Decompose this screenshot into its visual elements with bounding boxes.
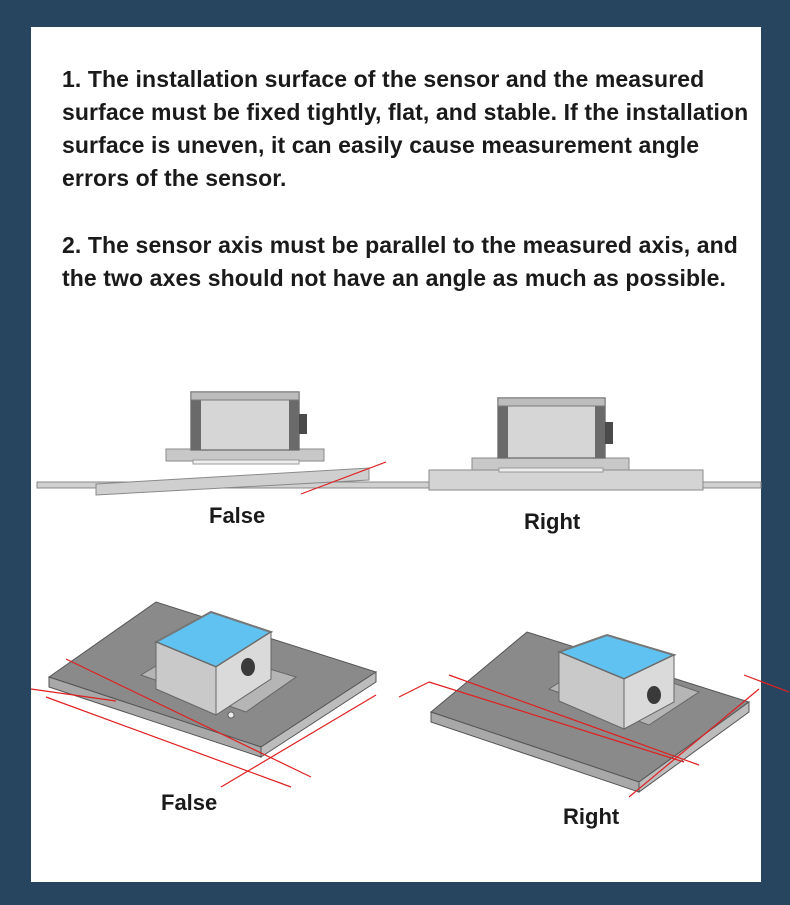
iso-view-right-figure (399, 597, 759, 797)
side-right-caption: Right (524, 509, 581, 534)
side-view-figure (31, 382, 761, 562)
instruction-point-1: 1. The installation surface of the sensor and the measured surface must be fixed tightly, flat, and stable. If the installation surface is uneven, it can easily cause measurement angle errors of the sensor. (62, 66, 749, 191)
axis-line (744, 675, 789, 692)
side-false-caption: False (209, 503, 266, 528)
instruction-point-2: 2. The sensor axis must be parallel to the measured axis, and the two axes should not have an angle as much as possible. (62, 232, 738, 291)
iso-view-false-figure (31, 597, 391, 797)
iso-right-caption: Right (563, 804, 620, 829)
side-view-false-sensor (96, 392, 386, 495)
iso-false-caption: False (161, 790, 218, 815)
side-view-right-sensor (429, 398, 703, 490)
axis-line (399, 682, 429, 697)
content-panel (31, 27, 761, 882)
